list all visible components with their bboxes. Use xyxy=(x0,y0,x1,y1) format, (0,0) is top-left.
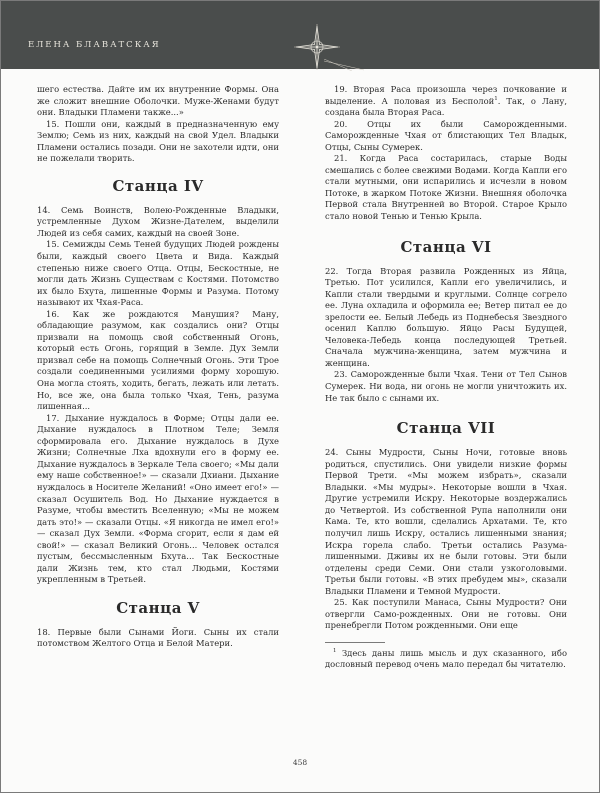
paragraph-25: 25. Как поступили Манаса, Сыны Мудрости? Они отвергли Само-рожденных. Они не готовы. Они пренебрегли Потом рожденными. Они еще xyxy=(325,597,567,631)
footnote-divider xyxy=(325,642,385,643)
paragraph-19 xyxy=(325,84,567,119)
paragraph-15b: 15. Семижды Семь Теней будущих Людей рождены были, каждый своего Цвета и Вида. Каждый степенью ниже своего Отца. Отцы, Бескостные, не могли дать Жизнь Существам с Костями. Потомство их было Бхута, лишенные Формы и Разума. Потому называют их Чхая-Раса. xyxy=(37,239,279,308)
ornament-lines xyxy=(324,59,364,71)
footnote-reference: 1 xyxy=(494,95,498,102)
footnote xyxy=(325,648,567,671)
page-header xyxy=(1,1,599,69)
footnote-text: Здесь даны лишь мысль и дух сказанного, ибо дословный перевод очень мало передал бы читателю. xyxy=(325,647,567,670)
stanza-heading-v: Станца V xyxy=(116,598,200,617)
paragraph-22: 22. Тогда Вторая развила Рожденных из Яйца, Третью. Пот усилился, Капли его увеличились, и Капли стали твердыми и круглыми. Солнце согрело ее. Луна охладила и оформила ее; Ветер питал ее до зрелости ее. Белый Лебедь из Поднебесья Звездного осенил Каплю большую. Яйцо Расы Будущей, Человека-Лебедь конца последующей Третьей. Сначала мужчина-женщина, затем мужчина и женщина. xyxy=(325,265,567,368)
paragraph-17: 17. Дыхание нуждалось в Форме; Отцы дали ее. Дыхание нуждалось в Плотном Теле; Земля сформировала его. Дыхание нуждалось в Духе Жизни; Солнечные Лха вдохнули его в форму ее. Дыхание нуждалось в Зеркале Тела своего; «Мы дали ему наше собственное!» — сказали Дхиани. Дыхание нуждалось в Носителе Желаний! «Оно имеет его!» — сказал Осушитель Вод. Но Дыхание нуждается в Разуме, чтобы вместить Вселенную; «Мы не можем дать это!» — сказали Отцы. «Я никогда не имел его!» — сказал Дух Земли. «Форма сгорит, если я дам ей свой!» — сказал Великий Огонь... Человек остался пустым, бессмысленным Бхута... Так Бескостные дали Жизнь тем, кто стал Людьми, Костями укрепленным в Третьей. xyxy=(37,412,279,585)
paragraph-23: 23. Саморожденные были Чхая. Тени от Тел Сынов Сумерек. Ни вода, ни огонь не могли уничтожить их. Не так было с сынами их. xyxy=(325,369,567,403)
paragraph-14: 14. Семь Воинств, Волею-Рожденные Владыки, устремленные Духом Жизне-Дателем, выделили Людей из себя самих, каждый на своей Зоне. xyxy=(37,204,279,238)
footnote-mark: 1 xyxy=(333,648,337,655)
paragraph-15: 15. Пошли они, каждый в предназначенную ему Землю; Семь из них, каждый на свой Удел. Владыки Пламени остались позади. Они не захотели идти, они не пожелали творить. xyxy=(37,118,279,164)
paragraph-24: 24. Сыны Мудрости, Сыны Ночи, готовые вновь родиться, спустились. Они увидели низкие формы Первой Трети. «Мы можем избрать», сказали Владыки. «Мы мудры». Некоторые вошли в Чхая. Другие устремили Искру. Некоторые воздержались до Четвертой. Из собственной Рупа наполнили они Кама. Те, кто вошли, сделались Архатами. Те, кто получил лишь Искру, остались лишенными знания; Искра горела слабо. Третьи остались Разума-лишенными. Дживы их не были готовы. Эти были отделены среди Семи. Они стали узкоголовыми. Третьи были готовы. «В этих пребудем мы», сказали Владыки Пламени и Темной Мудрости. xyxy=(325,447,567,596)
stanza-heading-vii: Станца VII xyxy=(396,419,496,438)
paragraph-21: 21. Когда Раса состарилась, старые Воды смешались с более свежими Водами. Когда Капли его стали мутными, они испарились и исчезли в новом Потоке, в жарком Потоке Жизни. Внешняя оболочка Первой стала Внутренней во Второй. Старое Крыло стало новой Тенью и Тенью Крыла. xyxy=(325,153,567,222)
paragraph-16: 16. Как же рождаются Манушия? Ману, обладающие разумом, как создались они? Отцы призвали на помощь свой собственный Огонь, который есть Огонь, горящий в Земле. Дух Земли призвал себе на помощь Солнечный Огонь. Эти Трое создали соединенными усилиями форму хорошую. Она могла стоять, ходить, бегать, лежать или летать. Но, все же, она была только Чхая, Тень, разума лишенная... xyxy=(37,308,279,412)
stanza-heading-iv: Станца IV xyxy=(112,176,204,195)
page-number: 458 xyxy=(292,758,308,767)
stanza-heading-vi: Станца VI xyxy=(400,237,492,256)
right-column xyxy=(325,84,567,671)
paragraph-18: 18. Первые были Сынами Йоги. Сыны их стали потомством Желтого Отца и Белой Матери. xyxy=(37,626,279,649)
left-column xyxy=(37,84,279,650)
paragraph-19-tail: . Так, о Лану, создана была Вторая Раса. xyxy=(325,95,567,118)
paragraph-20: 20. Отцы их были Саморожденными. Саморожденные Чхая от блистающих Тел Владык, Отцы, Сыны Сумерек. xyxy=(325,118,567,152)
paragraph-19-text: 19. Вторая Раса произошла через почкование и выделение. А половая из Бесполой xyxy=(325,84,567,106)
paragraph-continuation: шего естества. Дайте им их внутренние Формы. Она же сложит внешние Оболочки. Муже-Женами будут они. Владыки Пламени также...» xyxy=(37,84,279,118)
running-title: ЕЛЕНА БЛАВАТСКАЯ xyxy=(28,40,161,50)
